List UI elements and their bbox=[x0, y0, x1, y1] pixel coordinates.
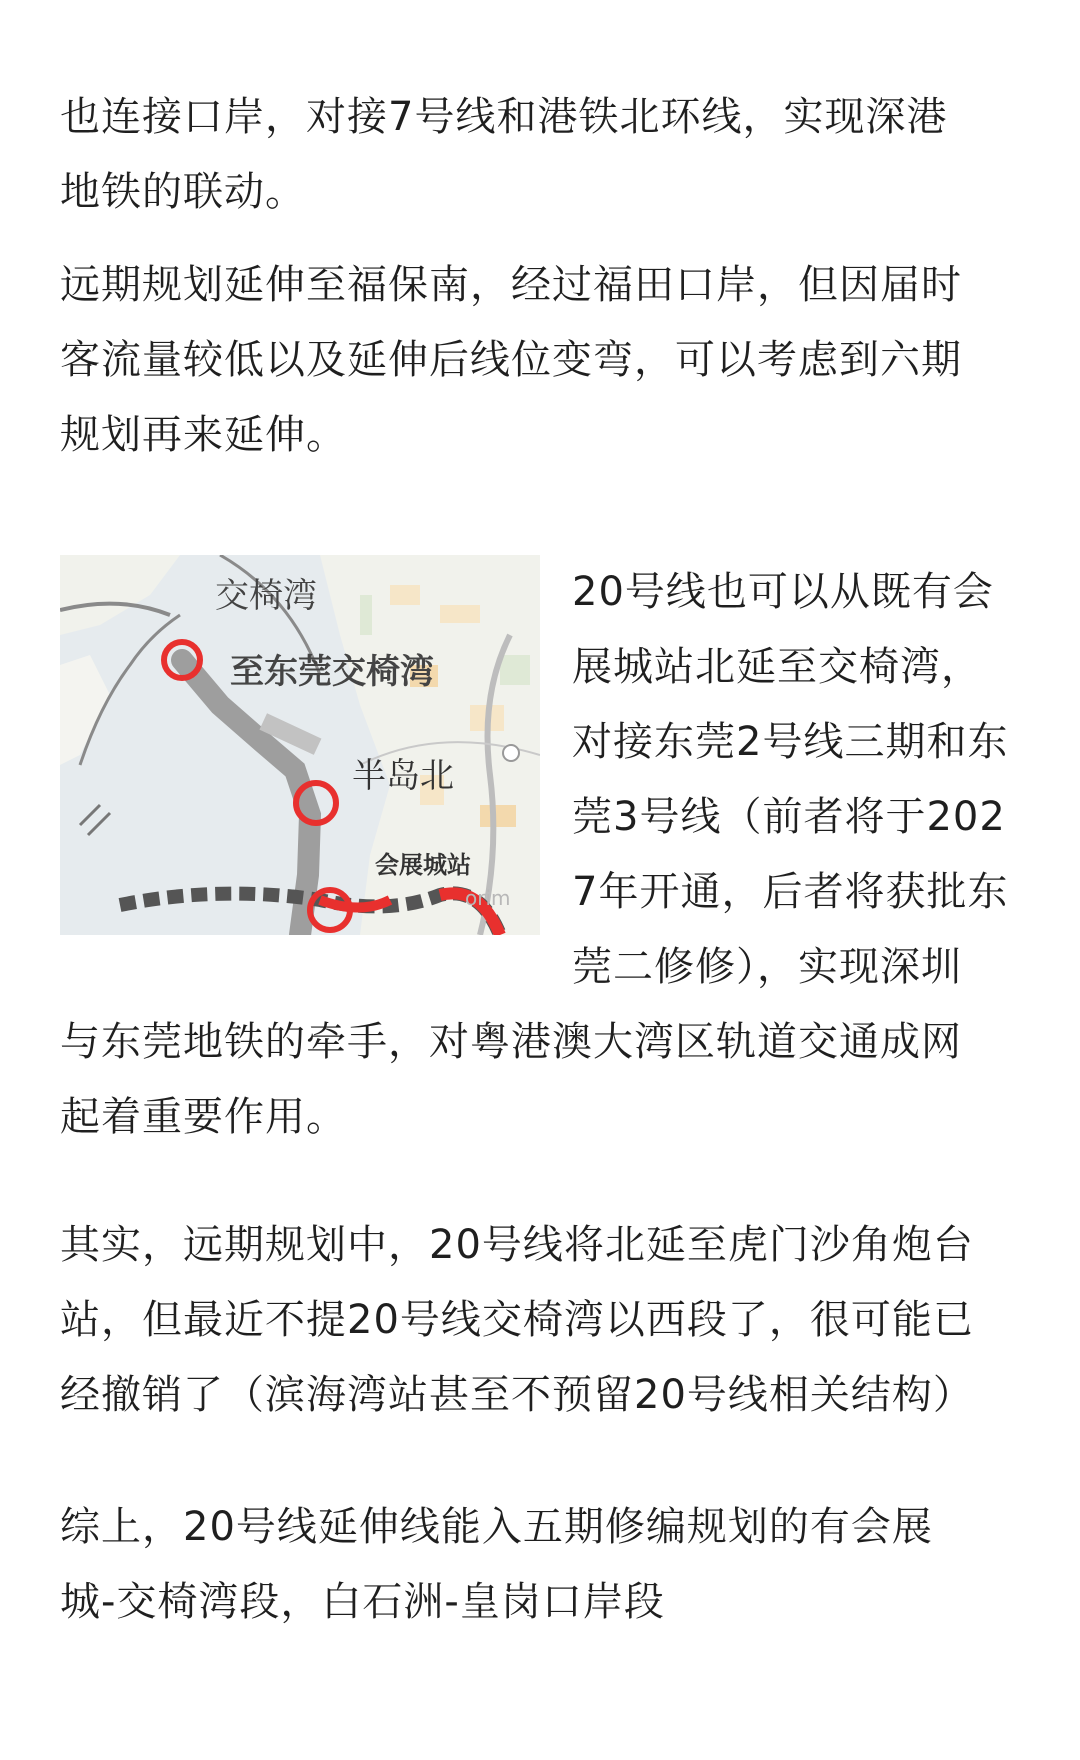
text-line: 20号线也可以从既有会 bbox=[572, 569, 994, 615]
text-line: 客流量较低以及延伸后线位变弯，可以考虑到六期 bbox=[60, 337, 962, 383]
text-line: 莞3号线（前者将于202 bbox=[572, 794, 1006, 840]
text-line: 规划再来延伸。 bbox=[60, 412, 347, 458]
map-watermark: orim bbox=[465, 886, 511, 910]
text-line: 莞二修修），实现深圳 bbox=[572, 944, 962, 990]
map-label-huizhancheng: 会展城站 bbox=[375, 851, 471, 879]
text-line: 远期规划延伸至福保南，经过福田口岸，但因届时 bbox=[60, 262, 962, 308]
paragraph-2 bbox=[60, 248, 1020, 473]
text-line: 城-交椅湾段，白石洲-皇岗口岸段 bbox=[60, 1579, 665, 1625]
text-line: 站，但最近不提20号线交椅湾以西段了，很可能已 bbox=[60, 1297, 974, 1343]
metro-map-image[interactable] bbox=[60, 555, 540, 935]
text-line: 地铁的联动。 bbox=[60, 169, 306, 215]
paragraph-3-continued bbox=[60, 1005, 1020, 1155]
map-label-to-dongguan: 至东莞交椅湾 bbox=[230, 652, 434, 692]
text-line: 综上，20号线延伸线能入五期修编规划的有会展 bbox=[60, 1504, 933, 1550]
text-line: 经撤销了（滨海湾站甚至不预留20号线相关结构） bbox=[60, 1372, 974, 1418]
text-line: 也连接口岸，对接7号线和港铁北环线，实现深港 bbox=[60, 94, 948, 140]
text-line: 起着重要作用。 bbox=[60, 1094, 347, 1140]
text-line: 对接东莞2号线三期和东 bbox=[572, 719, 1009, 765]
paragraph-4 bbox=[60, 1208, 1020, 1433]
text-line: 7年开通，后者将获批东 bbox=[572, 869, 1009, 915]
paragraph-1 bbox=[60, 80, 1020, 230]
map-label-jiaoyiwan: 交椅湾 bbox=[215, 576, 317, 616]
paragraph-3-side bbox=[572, 555, 1022, 1005]
text-line: 展城站北延至交椅湾， bbox=[572, 644, 982, 690]
map-label-bandaobei: 半岛北 bbox=[352, 756, 454, 796]
paragraph-5 bbox=[60, 1490, 1020, 1640]
text-line: 其实，远期规划中，20号线将北延至虎门沙角炮台 bbox=[60, 1222, 974, 1268]
text-line: 与东莞地铁的牵手，对粤港澳大湾区轨道交通成网 bbox=[60, 1019, 962, 1065]
